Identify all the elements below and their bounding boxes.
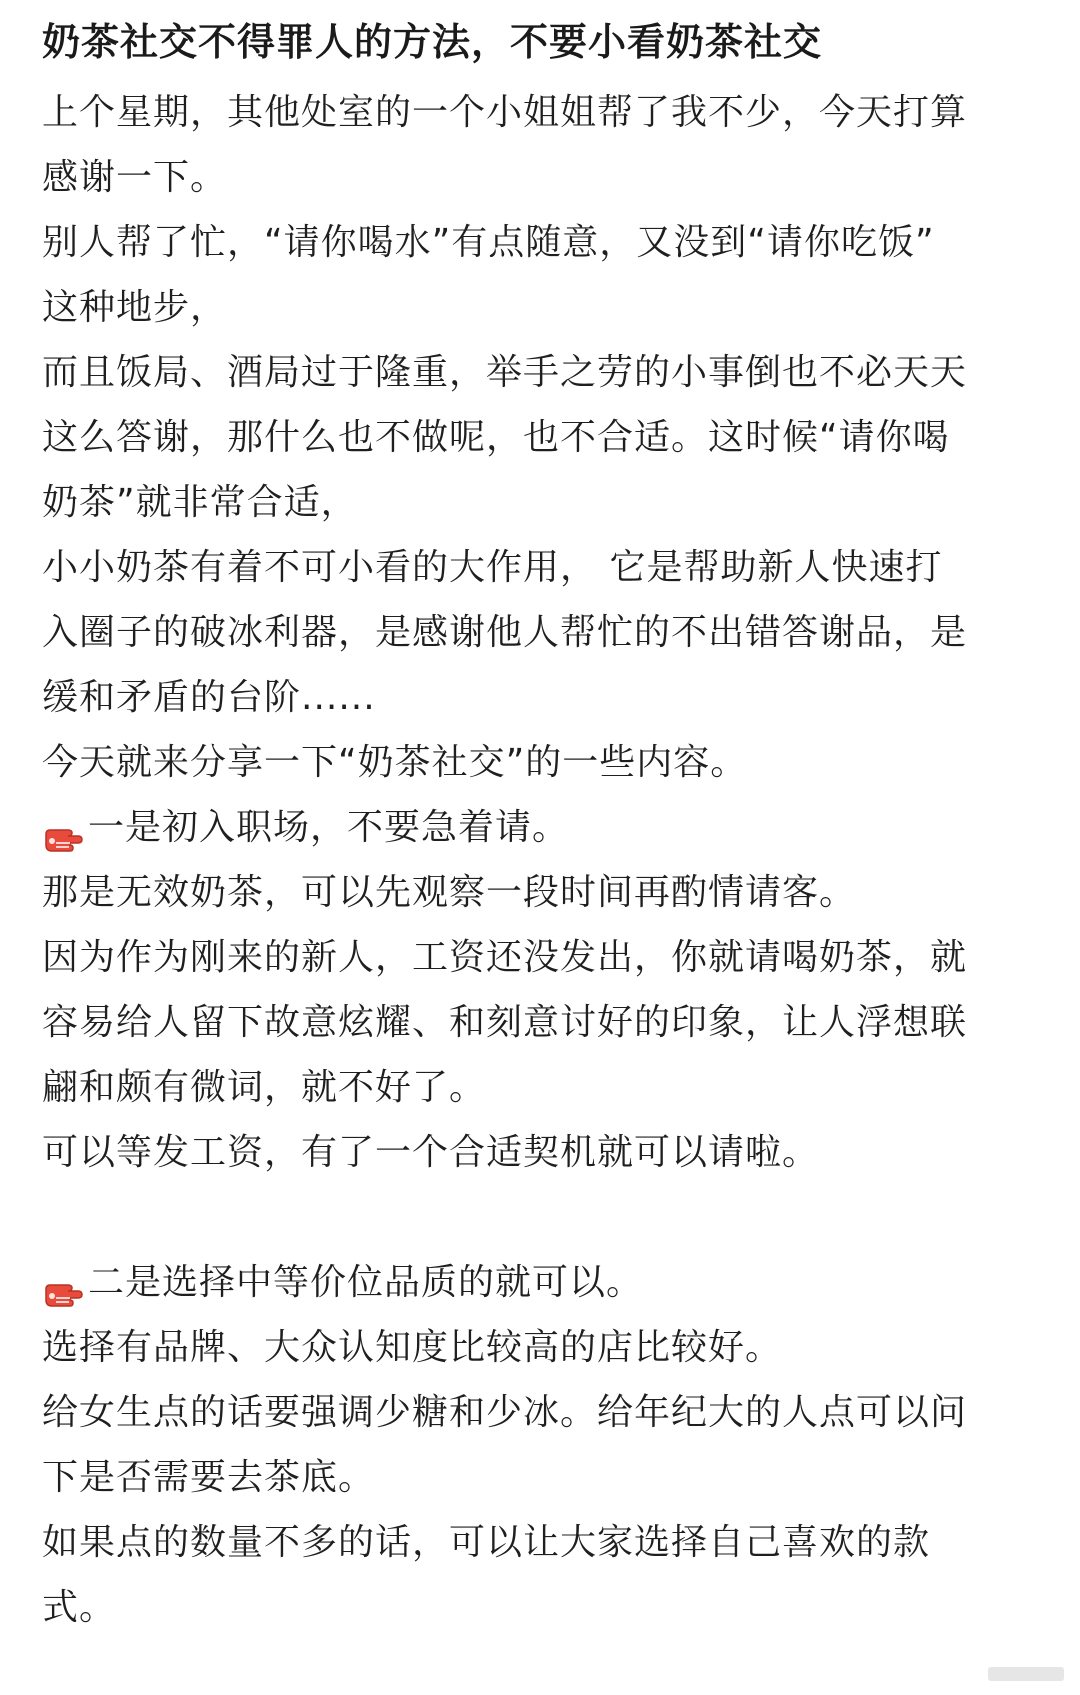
- paragraph-line: 给女生点的话要强调少糖和少冰。给年纪大的人点可以问: [42, 1392, 968, 1433]
- paragraph-line: 如果点的数量不多的话，可以让大家选择自己喜欢的款: [42, 1522, 931, 1563]
- point-two-section: [42, 1250, 1042, 1640]
- paragraph-line: 因为作为刚来的新人，工资还没发出，你就请喝奶茶，就: [42, 937, 968, 978]
- paragraph-line: 容易给人留下故意炫耀、和刻意讨好的印象，让人浮想联: [42, 1002, 968, 1043]
- point-two-heading: 二是选择中等价位品质的就可以。: [88, 1262, 644, 1303]
- paragraph-line: 可以等发工资，有了一个合适契机就可以请啦。: [42, 1132, 820, 1173]
- paragraph-line: 翩和颇有微词，就不好了。: [42, 1067, 487, 1108]
- blank-line: [42, 1185, 1042, 1250]
- paragraph-line: 别人帮了忙，“请你喝水”有点随意，又没到“请你吃饭”: [42, 222, 935, 263]
- paragraph-line: 而且饭局、酒局过于隆重，举手之劳的小事倒也不必天天: [42, 352, 968, 393]
- pointing-hand-icon: [42, 812, 84, 844]
- paragraph-line: 奶茶”就非常合适，: [42, 482, 358, 523]
- pointing-hand-icon: [42, 1267, 84, 1299]
- paragraph-line: 这种地步，: [42, 287, 228, 328]
- paragraph-line: 选择有品牌、大众认知度比较高的店比较好。: [42, 1327, 783, 1368]
- paragraph-line: 今天就来分享一下“奶茶社交”的一些内容。: [42, 742, 748, 783]
- point-one-section: [42, 795, 1042, 1185]
- intro-section: [42, 80, 1042, 795]
- point-one-heading-row: [42, 795, 1042, 860]
- paragraph-line: 式。: [42, 1587, 117, 1628]
- paragraph-line: 那是无效奶茶，可以先观察一段时间再酌情请客。: [42, 872, 857, 913]
- article: [42, 10, 1042, 1640]
- paragraph-line: 感谢一下。: [42, 157, 228, 198]
- paragraph-line: 上个星期，其他处室的一个小姐姐帮了我不少，今天打算: [42, 92, 968, 133]
- article-title: 奶茶社交不得罪人的方法，不要小看奶茶社交: [42, 20, 823, 64]
- paragraph-line: 小小奶茶有着不可小看的大作用， 它是帮助新人快速打: [42, 547, 943, 588]
- paragraph-line: 这么答谢，那什么也不做呢，也不合适。这时候“请你喝: [42, 417, 950, 458]
- paragraph-line: 下是否需要去茶底。: [42, 1457, 376, 1498]
- point-one-heading: 一是初入职场，不要急着请。: [88, 807, 570, 848]
- watermark: [986, 1663, 1066, 1685]
- point-two-heading-row: [42, 1250, 1042, 1315]
- paragraph-line: 入圈子的破冰利器，是感谢他人帮忙的不出错答谢品，是: [42, 612, 968, 653]
- paragraph-line: 缓和矛盾的台阶......: [42, 677, 376, 718]
